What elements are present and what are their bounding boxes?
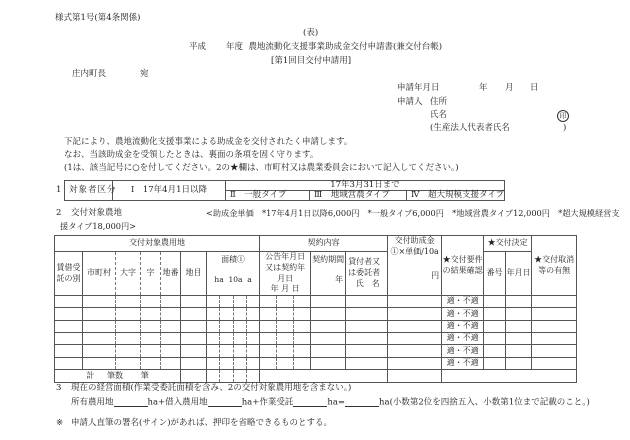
requirement-result[interactable]: 適・不適 <box>442 357 484 369</box>
header-notice-date-label: 公告年月日又は契約年月日 <box>265 252 306 283</box>
table-cell[interactable] <box>484 357 506 369</box>
table-cell[interactable] <box>294 296 311 308</box>
count-unit: 筆 <box>140 370 149 380</box>
table-cell[interactable] <box>388 357 442 369</box>
table-cell[interactable] <box>83 308 116 320</box>
table-cell[interactable] <box>260 320 277 332</box>
header-notice-date <box>260 252 311 296</box>
applicant-category-table <box>64 180 505 201</box>
header-cancel: ★交付取消等の有無 <box>532 236 577 296</box>
table-cell[interactable] <box>83 357 116 369</box>
header-lender <box>346 252 388 296</box>
table-cell[interactable] <box>83 296 116 308</box>
table-cell[interactable] <box>506 308 532 320</box>
table-cell[interactable] <box>506 345 532 357</box>
table-cell[interactable] <box>55 345 83 357</box>
table-cell[interactable] <box>346 333 388 345</box>
table-cell[interactable] <box>161 296 181 308</box>
table-cell[interactable] <box>388 308 442 320</box>
table-cell[interactable] <box>207 357 220 369</box>
requirement-result[interactable]: 適・不適 <box>442 345 484 357</box>
table-cell[interactable] <box>247 296 260 308</box>
table-cell[interactable] <box>311 357 346 369</box>
table-cell[interactable] <box>83 320 116 332</box>
table-cell[interactable] <box>55 308 83 320</box>
table-cell[interactable] <box>532 357 577 369</box>
date-month: 月 <box>505 83 514 93</box>
header-period-label: 契約期間 <box>312 255 345 264</box>
category-until-header: 17年3月31日まで <box>226 181 505 191</box>
table-cell[interactable] <box>484 320 506 332</box>
rounding-note: ha(小数第2位を四捨五入、小数第1位まで記載のこと。) <box>379 397 590 408</box>
note-mark: ※ <box>56 418 64 428</box>
table-cell[interactable] <box>247 308 260 320</box>
category-type-2[interactable]: Ⅱ 一般タイプ <box>226 191 310 201</box>
table-cell[interactable] <box>141 308 161 320</box>
table-cell[interactable] <box>346 320 388 332</box>
contract-work-field[interactable] <box>293 398 327 407</box>
date-day: 日 <box>530 83 539 93</box>
table-cell[interactable] <box>247 333 260 345</box>
header-target-land: 交付対象農用地 <box>55 236 260 252</box>
table-cell[interactable] <box>141 320 161 332</box>
table-cell[interactable] <box>161 308 181 320</box>
total-area-extra[interactable] <box>247 369 260 382</box>
table-cell[interactable] <box>532 333 577 345</box>
table-cell[interactable] <box>294 357 311 369</box>
header-subsidy-unit: 円 <box>431 270 440 280</box>
subsidy-rates-line-1: <助成金単価 *17年4月1日以降6,000円 *一般タイプ6,000円 *地域営農タイプ12,000円 *超大規模経営支 <box>206 208 620 218</box>
table-cell[interactable] <box>116 333 141 345</box>
table-cell[interactable] <box>506 320 532 332</box>
total-row <box>55 369 577 382</box>
table-cell[interactable] <box>220 333 234 345</box>
addressee <box>72 70 149 79</box>
count-label: 筆数 <box>106 370 123 380</box>
header-area <box>207 252 260 296</box>
requirement-result[interactable]: 適・不適 <box>442 296 484 308</box>
table-cell[interactable] <box>83 345 116 357</box>
address-label: 住所 <box>430 97 448 107</box>
table-cell[interactable] <box>346 357 388 369</box>
form-number: 様式第1号(第4条関係) <box>55 13 141 23</box>
table-cell[interactable] <box>207 308 220 320</box>
table-cell[interactable] <box>247 320 260 332</box>
table-cell[interactable] <box>207 296 220 308</box>
table-cell[interactable] <box>181 296 207 308</box>
date-year: 年 <box>479 83 488 93</box>
table-cell[interactable] <box>484 333 506 345</box>
table-cell[interactable] <box>311 308 346 320</box>
table-cell[interactable] <box>532 308 577 320</box>
addressee-suffix: 宛 <box>140 69 149 79</box>
header-area-10a: 10a <box>228 274 243 284</box>
table-cell[interactable] <box>234 320 247 332</box>
header-area-a: a <box>247 274 252 284</box>
table-cell[interactable] <box>234 333 247 345</box>
header-area-ha: ha <box>214 274 224 284</box>
table-cell[interactable] <box>83 333 116 345</box>
name-label: 氏名 <box>430 110 448 120</box>
table-cell[interactable] <box>220 296 234 308</box>
section1-number: 1 <box>56 185 62 195</box>
intro-line-2: なお、当該助成金を受領したときは、裏面の条項を固く守ります。 <box>64 150 319 160</box>
owned-land-field[interactable] <box>114 398 148 407</box>
table-cell[interactable] <box>116 296 141 308</box>
contract-work-label: ha+作業受託 <box>241 397 294 408</box>
table-cell[interactable] <box>294 308 311 320</box>
table-cell[interactable] <box>311 345 346 357</box>
equals-label: ha= <box>327 397 346 408</box>
table-cell[interactable] <box>388 320 442 332</box>
total-area-ha[interactable] <box>207 369 220 382</box>
table-cell[interactable] <box>234 296 247 308</box>
header-date: 年月日 <box>506 252 532 296</box>
table-cell[interactable] <box>346 308 388 320</box>
title-year-label: 年度 <box>226 42 244 52</box>
table-cell[interactable] <box>55 320 83 332</box>
table-cell[interactable] <box>260 357 277 369</box>
total-label: 計 <box>86 370 95 380</box>
table-cell[interactable] <box>346 296 388 308</box>
header-lot: 地番 <box>161 252 181 296</box>
table-cell[interactable] <box>277 333 294 345</box>
side-label: (表) <box>303 28 319 38</box>
table-cell[interactable] <box>234 308 247 320</box>
header-contract: 契約内容 <box>260 236 388 252</box>
table-cell[interactable] <box>294 345 311 357</box>
application-date-label: 申請年月日 <box>397 83 440 93</box>
table-row <box>55 296 577 308</box>
header-lender-label: 貸付者又は委託者 <box>348 257 381 278</box>
requirement-result[interactable]: 適・不適 <box>442 333 484 345</box>
total-rest-cell <box>442 369 577 382</box>
table-cell[interactable] <box>181 320 207 332</box>
table-cell[interactable] <box>220 308 234 320</box>
header-period <box>311 252 346 296</box>
header-land-category: 地目 <box>181 252 207 296</box>
table-cell[interactable] <box>55 357 83 369</box>
section2-number: 2 <box>56 208 62 218</box>
table-cell[interactable] <box>161 333 181 345</box>
subsidy-rates-line-2: 援タイプ18,000円> <box>60 221 137 231</box>
table-cell[interactable] <box>207 345 220 357</box>
total-contract-cell <box>260 369 388 382</box>
table-cell[interactable] <box>294 333 311 345</box>
table-cell[interactable] <box>161 320 181 332</box>
table-cell[interactable] <box>506 333 532 345</box>
total-label-cell <box>55 369 181 382</box>
header-period-unit: 年 <box>335 274 344 284</box>
section3-label: 現在の経営面積(作業受委託面積を含み、2の交付対象農用地を含まない。) <box>71 383 352 393</box>
table-cell[interactable] <box>277 308 294 320</box>
table-cell[interactable] <box>484 345 506 357</box>
title-name: 農地流動化支援事業助成金交付申請書(兼交付台帳) <box>248 42 443 52</box>
section3-formula <box>71 398 590 407</box>
table-cell[interactable] <box>311 333 346 345</box>
table-cell[interactable] <box>294 320 311 332</box>
table-cell[interactable] <box>141 333 161 345</box>
table-cell[interactable] <box>532 320 577 332</box>
table-cell[interactable] <box>207 320 220 332</box>
table-row <box>55 333 577 345</box>
header-notice-ymd: 年 月 日 <box>270 284 300 294</box>
table-cell[interactable] <box>141 357 161 369</box>
table-cell[interactable] <box>116 357 141 369</box>
addressee-name: 庄内町長 <box>72 69 107 79</box>
total-area-a[interactable] <box>234 369 247 382</box>
table-cell[interactable] <box>220 345 234 357</box>
total-subsidy[interactable] <box>388 369 442 382</box>
header-oaza: 大字 <box>116 252 141 296</box>
table-row <box>55 308 577 320</box>
table-cell[interactable] <box>181 357 207 369</box>
header-subsidy-l1: 交付助成金 <box>394 236 435 245</box>
table-cell[interactable] <box>116 308 141 320</box>
table-cell[interactable] <box>220 357 234 369</box>
category-label: 対象者区分 <box>65 181 113 201</box>
total-cell[interactable] <box>181 369 207 382</box>
header-lease-kind: 賃借受託の別 <box>55 252 83 296</box>
table-cell[interactable] <box>141 345 161 357</box>
table-cell[interactable] <box>116 345 141 357</box>
table-cell[interactable] <box>247 357 260 369</box>
requirement-result[interactable]: 適・不適 <box>442 320 484 332</box>
table-cell[interactable] <box>55 333 83 345</box>
table-cell[interactable] <box>346 345 388 357</box>
table-cell[interactable] <box>220 320 234 332</box>
table-cell[interactable] <box>506 296 532 308</box>
title-era: 平成 <box>189 42 207 52</box>
section2-label: 交付対象農地 <box>71 208 123 218</box>
table-cell[interactable] <box>260 345 277 357</box>
corporate-rep-label: (生産法人代表者氏名 <box>430 123 510 133</box>
intro-line-1: 下記により、農地流動化支援事業による助成金を交付されたく申請します。 <box>64 137 353 147</box>
table-cell[interactable] <box>260 333 277 345</box>
table-cell[interactable] <box>161 357 181 369</box>
table-cell[interactable] <box>247 345 260 357</box>
intro-line-3: (1は、該当記号に○を付してください。2の★欄は、市町村又は農業委員会において記入してください。) <box>64 163 459 173</box>
corporate-rep-close: ) <box>563 123 567 133</box>
table-cell[interactable] <box>506 357 532 369</box>
table-cell[interactable] <box>277 345 294 357</box>
header-number: 番号 <box>484 252 506 296</box>
table-cell[interactable] <box>234 345 247 357</box>
table-cell[interactable] <box>207 333 220 345</box>
seal-mark: 印 <box>557 110 569 122</box>
table-cell[interactable] <box>141 296 161 308</box>
header-requirement: ★交付要件の結果確認 <box>442 236 484 296</box>
table-cell[interactable] <box>532 345 577 357</box>
table-cell[interactable] <box>484 296 506 308</box>
table-cell[interactable] <box>311 320 346 332</box>
applicant-label: 申請人 <box>397 97 423 107</box>
table-cell[interactable] <box>260 296 277 308</box>
owned-land-label: 所有農用地 <box>71 397 114 408</box>
header-city: 市町村 <box>83 252 116 296</box>
header-area-label: 面積① <box>221 255 246 264</box>
target-land-table <box>54 235 577 383</box>
table-row <box>55 345 577 357</box>
table-cell[interactable] <box>181 333 207 345</box>
table-cell[interactable] <box>532 296 577 308</box>
header-subsidy <box>388 236 442 296</box>
header-decision: ★交付決定 <box>484 236 532 252</box>
table-cell[interactable] <box>181 345 207 357</box>
header-aza: 字 <box>141 252 161 296</box>
signature-note: 申請人直筆の署名(サイン)があれば、押印を省略できるものとする。 <box>71 418 333 428</box>
section3-number: 3 <box>56 383 62 393</box>
table-cell[interactable] <box>55 296 83 308</box>
category-type-3[interactable]: Ⅲ 地域営農タイプ <box>310 191 407 201</box>
header-lender-name: 氏 名 <box>355 278 380 288</box>
category-type-1[interactable]: Ⅰ 17年4月1日以降 <box>113 181 226 201</box>
category-type-4[interactable]: Ⅳ 超大規模支援タイプ <box>407 191 505 201</box>
leased-land-field[interactable] <box>208 398 242 407</box>
header-subsidy-l2: ①×単価/10a <box>390 246 439 256</box>
table-cell[interactable] <box>161 345 181 357</box>
table-cell[interactable] <box>260 308 277 320</box>
table-cell[interactable] <box>181 308 207 320</box>
table-cell[interactable] <box>116 320 141 332</box>
requirement-result[interactable]: 適・不適 <box>442 308 484 320</box>
total-area-field[interactable] <box>345 398 379 407</box>
table-cell[interactable] <box>484 308 506 320</box>
table-cell[interactable] <box>277 320 294 332</box>
table-cell[interactable] <box>277 296 294 308</box>
leased-land-label: ha+借入農用地 <box>147 397 208 408</box>
table-cell[interactable] <box>388 333 442 345</box>
table-cell[interactable] <box>234 357 247 369</box>
table-cell[interactable] <box>388 345 442 357</box>
form-subtitle: [第1回目交付申請用] <box>271 56 352 66</box>
table-row <box>55 357 577 369</box>
table-row <box>55 320 577 332</box>
total-area-10a[interactable] <box>220 369 234 382</box>
table-cell[interactable] <box>277 357 294 369</box>
table-cell[interactable] <box>388 296 442 308</box>
table-cell[interactable] <box>311 296 346 308</box>
form-title <box>189 43 442 52</box>
